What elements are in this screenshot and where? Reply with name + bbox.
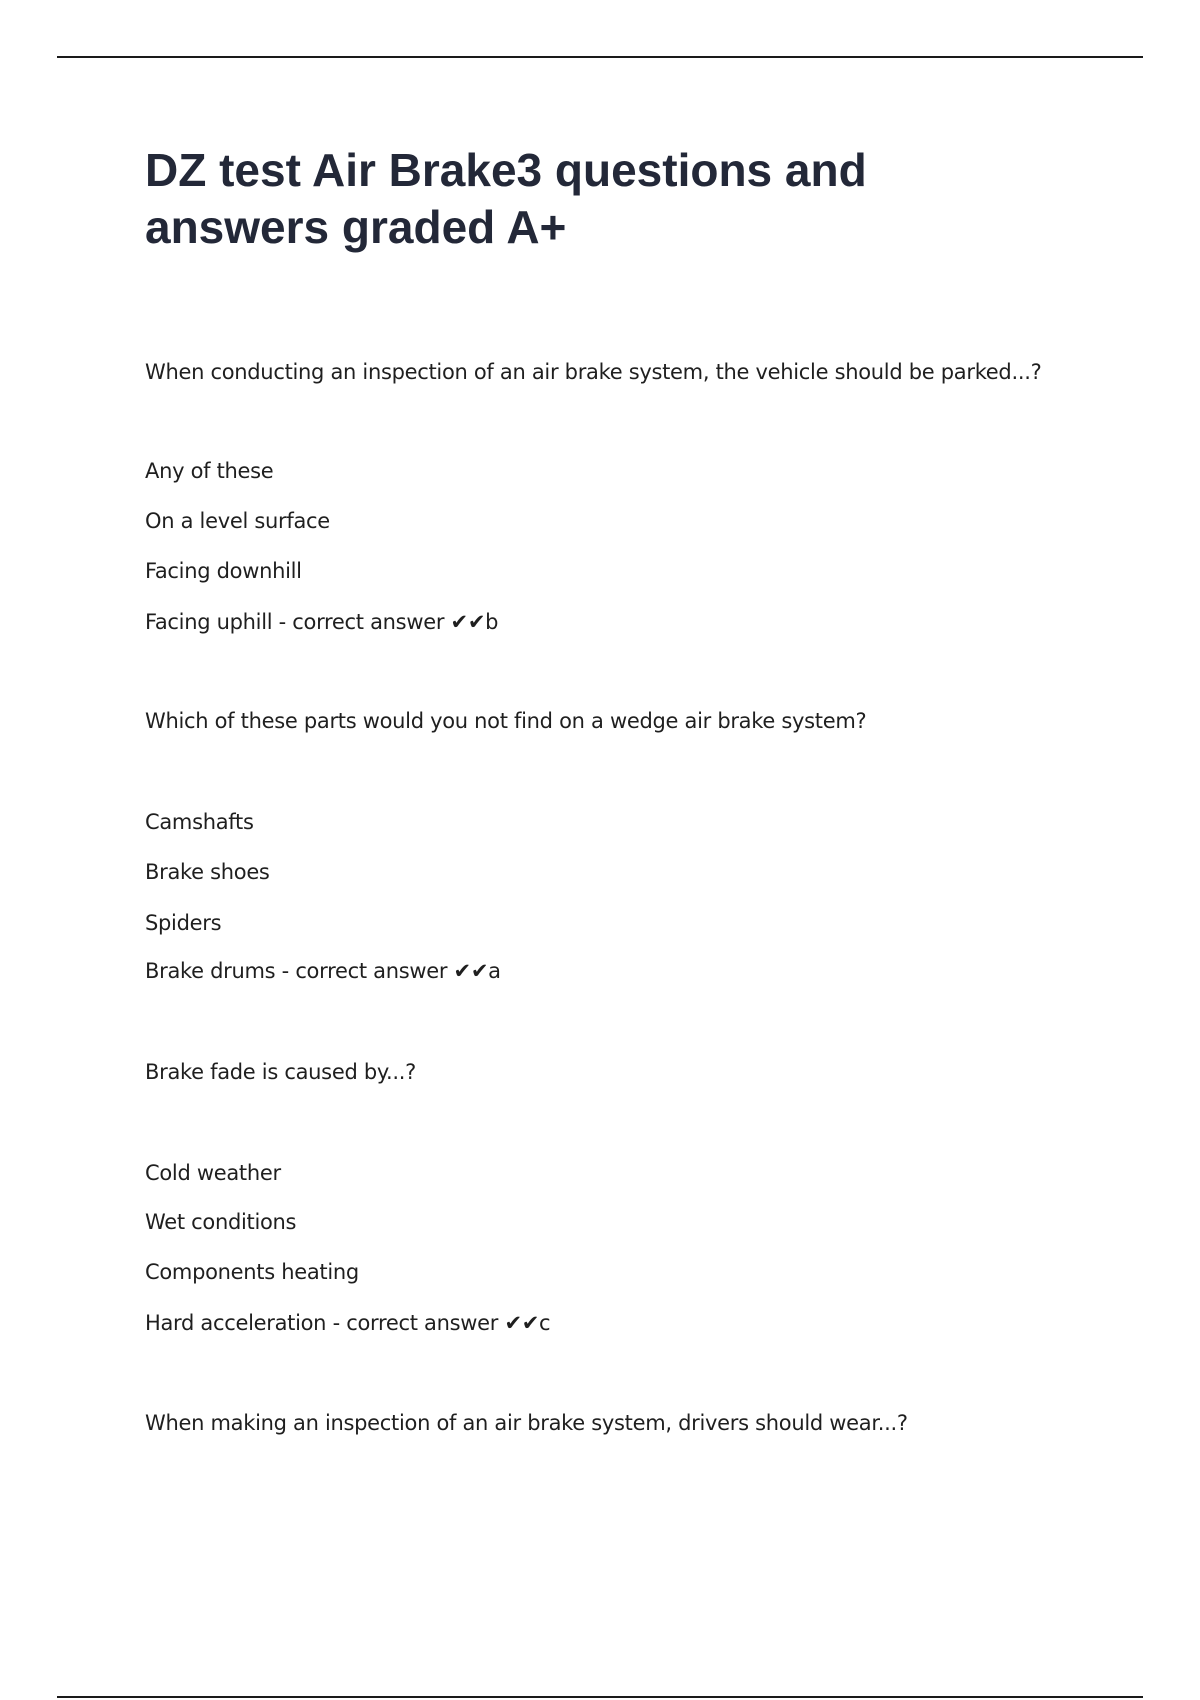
top-rule [57,56,1143,58]
question-1-option-4: Facing uphill - correct answer ✔✔b [145,610,499,634]
question-3-option-2: Wet conditions [145,1210,297,1234]
question-2-option-1: Camshafts [145,810,254,834]
bottom-rule [57,1696,1143,1698]
page-title: DZ test Air Brake3 questions and answers graded A+ [145,144,867,253]
question-3-option-3: Components heating [145,1260,359,1284]
question-1-option-1: Any of these [145,459,274,483]
question-1-option-2: On a level surface [145,509,330,533]
question-2-option-3: Spiders [145,911,222,935]
question-2-option-4: Brake drums - correct answer ✔✔a [145,959,501,983]
question-2-option-2: Brake shoes [145,860,270,884]
question-3-text: Brake fade is caused by...? [145,1060,416,1084]
question-1-option-3: Facing downhill [145,559,302,583]
question-4-text: When making an inspection of an air brake system, drivers should wear...? [145,1411,908,1435]
question-3-option-4: Hard acceleration - correct answer ✔✔c [145,1311,551,1335]
question-1-text: When conducting an inspection of an air brake system, the vehicle should be parked...? [145,360,1042,384]
question-3-option-1: Cold weather [145,1161,281,1185]
question-2-text: Which of these parts would you not find on a wedge air brake system? [145,709,867,733]
